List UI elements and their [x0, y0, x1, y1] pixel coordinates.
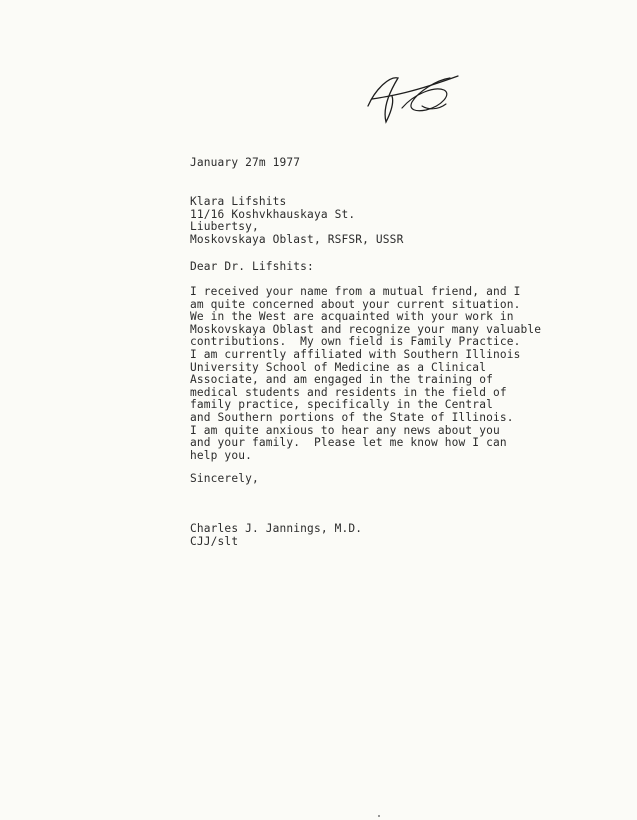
- body-line: We in the West are acquainted with your work in: [190, 310, 514, 324]
- handwritten-initials: [362, 66, 462, 128]
- body-line: I am currently affiliated with Southern Illinois: [190, 347, 521, 361]
- recipient-address: [190, 196, 403, 246]
- body-line: medical students and residents in the field of: [190, 385, 507, 399]
- signature-name: Charles J. Jannings, M.D.: [190, 522, 363, 535]
- salutation: Dear Dr. Lifshits:: [190, 260, 314, 273]
- body-line: and your family. Please let me know how I can: [190, 436, 507, 450]
- body-line: I am quite anxious to hear any news about you: [190, 423, 500, 437]
- recipient-line: 11/16 Koshvkhauskaya St.: [190, 207, 356, 221]
- recipient-line: Klara Lifshits: [190, 195, 287, 208]
- body-line: and Southern portions of the State of Illinois.: [190, 410, 514, 424]
- body-line: contributions. My own field is Family Practice.: [190, 335, 521, 349]
- recipient-line: Liubertsy,: [190, 220, 259, 234]
- body-line: help you.: [190, 448, 252, 462]
- letter-date: January 27m 1977: [190, 156, 301, 169]
- closing: Sincerely,: [190, 472, 259, 485]
- body-line: Moskovskaya Oblast and recognize your many valuable: [190, 322, 542, 336]
- letter-body: [190, 286, 541, 462]
- body-line: am quite concerned about your current situation.: [190, 297, 521, 311]
- signature-block: [190, 523, 362, 548]
- reference-initials: CJJ/slt: [190, 534, 239, 548]
- paper-speck: [378, 815, 380, 817]
- body-line: I received your name from a mutual friend, and I: [190, 285, 521, 298]
- body-line: University School of Medicine as a Clinical: [190, 360, 487, 374]
- recipient-line: Moskovskaya Oblast, RSFSR, USSR: [190, 232, 404, 246]
- body-line: Associate, and am engaged in the training of: [190, 373, 493, 387]
- body-line: family practice, specifically in the Central: [190, 398, 493, 412]
